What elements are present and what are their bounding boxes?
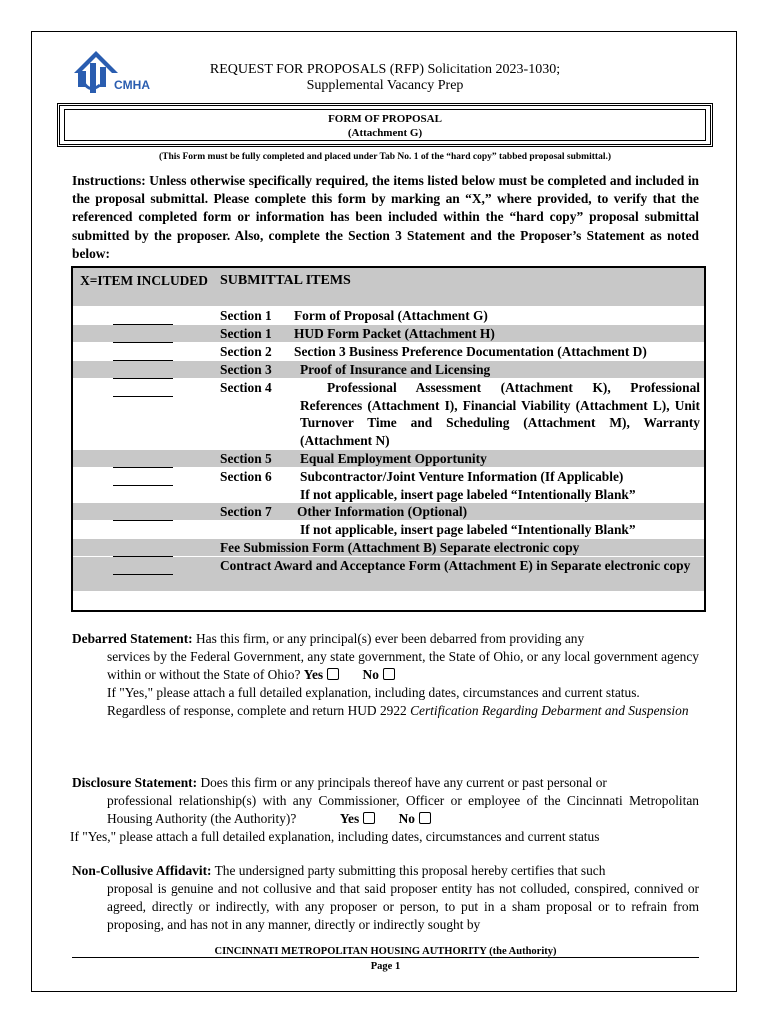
row-10-item: Contract Award and Acceptance Form (Attachment E) in Separate electronic copy — [220, 558, 691, 573]
debarred-statement: Debarred Statement: Has this firm, or any principal(s) ever been debarred from providing any services by the Federal Government, any state government, the State of Ohio, or any local government agency within or without the State of Ohio? Yes No If "Yes," please attach a full detailed explanation, including dates, circumstances and current status. Regardless of response, complete and return HUD 2922 Certification Regarding Debarment and Suspension — [72, 631, 699, 718]
non-collusive-affidavit: Non-Collusive Affidavit: The undersigned party submitting this proposal hereby certifies that such proposal is genuine and not collusive and that said proposer entity has not colluded, conspired, connived or agreed, directly or indirectly, with any proposer or person, to put in a sham proposal or to refrain from proposing, and has not in any manner, directly or indirectly sought by — [72, 863, 699, 932]
row-4-item: Proof of Insurance and Licensing — [300, 362, 491, 377]
debarred-no-checkbox[interactable] — [383, 668, 395, 680]
row-2-section: Section 1 — [220, 326, 272, 341]
include-mark-6[interactable] — [113, 450, 173, 468]
form-title: FORM OF PROPOSAL — [328, 113, 442, 125]
instructions: Instructions: Unless otherwise specifically required, the items listed below must be completed and included in the proposal submittal. Please complete this form by marking an “X,” where provided, to verify that the referenced completed form or information has been included within the “hard copy” proposal submittal submitted by the proposer. Also, complete the Section 3 Statement and the Proposer’s Statement as noted below: — [72, 173, 699, 261]
row-5-section: Section 4 — [220, 380, 272, 395]
form-subtitle: (Attachment G) — [347, 127, 423, 139]
row-3-section: Section 2 — [220, 344, 272, 359]
include-mark-9[interactable] — [113, 539, 173, 557]
row-8-item: Other Information (Optional) — [297, 504, 468, 519]
include-mark-8[interactable] — [113, 503, 173, 521]
collusive-label: Non-Collusive Affidavit: — [72, 863, 212, 878]
row-2-item: HUD Form Packet (Attachment H) — [294, 326, 495, 341]
row-6-section: Section 5 — [220, 451, 272, 466]
row-8b-item: If not applicable, insert page labeled “Intentionally Blank” — [300, 522, 636, 537]
cmha-logo — [70, 47, 160, 95]
include-mark-10[interactable] — [113, 557, 173, 575]
disclosure-statement: Disclosure Statement: Does this firm or any principals thereof have any current or past personal or professional relationship(s) with any Commissioner, Officer or employee of the Cincinnati Metropolitan Housing Authority (the Authority)? Yes No If "Yes," please attach a full detailed explanation, including dates, circumstances and current status — [70, 775, 699, 844]
row-5-item: Professional Assessment (Attachment K), Professional References (Attachment I), Financial Viability (Attachment L), Unit Turnover Time and Scheduling (Attachment M), Warranty (Attachment N) — [300, 380, 700, 448]
row-1-item: Form of Proposal (Attachment G) — [294, 308, 488, 323]
title-line-2: Supplemental Vacancy Prep — [306, 78, 464, 93]
row-7-item: Subcontractor/Joint Venture Information (If Applicable) — [300, 469, 624, 484]
logo-text: CMHA — [114, 78, 150, 92]
submittal-table — [71, 266, 706, 612]
include-mark-2[interactable] — [113, 325, 173, 343]
row-8-section: Section 7 — [220, 504, 272, 519]
col-items-header: SUBMITTAL ITEMS — [220, 273, 351, 288]
row-7b-item: If not applicable, insert page labeled “Intentionally Blank” — [300, 487, 636, 502]
row-4-section: Section 3 — [220, 362, 272, 377]
row-3-item: Section 3 Business Preference Documentation (Attachment D) — [294, 344, 647, 359]
submittal-note: (This Form must be fully completed and placed under Tab No. 1 of the “hard copy” tabbed proposal submittal.) — [158, 152, 611, 162]
row-7-section: Section 6 — [220, 469, 272, 484]
page-number: Page 1 — [370, 961, 401, 972]
include-mark-4[interactable] — [113, 361, 173, 379]
disclosure-yes-checkbox[interactable] — [363, 812, 375, 824]
document-header — [150, 62, 620, 94]
disclosure-label: Disclosure Statement: — [72, 775, 198, 790]
footer-org: CINCINNATI METROPOLITAN HOUSING AUTHORITY (the Authority) — [214, 946, 557, 957]
include-mark-7[interactable] — [113, 468, 173, 486]
include-mark-1[interactable] — [113, 307, 173, 325]
disclosure-no-checkbox[interactable] — [419, 812, 431, 824]
debarred-label: Debarred Statement: — [72, 631, 193, 646]
footer-rule — [72, 957, 699, 958]
row-6-item: Equal Employment Opportunity — [300, 451, 487, 466]
include-mark-3[interactable] — [113, 343, 173, 361]
include-mark-5[interactable] — [113, 379, 173, 397]
debarred-yes-checkbox[interactable] — [327, 668, 339, 680]
title-line-1: REQUEST FOR PROPOSALS (RFP) Solicitation 2023-1030; — [209, 62, 561, 77]
form-title-box — [57, 103, 713, 147]
col-included-header: X=ITEM INCLUDED — [80, 273, 208, 288]
row-9-item: Fee Submission Form (Attachment B) Separate electronic copy — [220, 540, 580, 555]
row-1-section: Section 1 — [220, 308, 272, 323]
